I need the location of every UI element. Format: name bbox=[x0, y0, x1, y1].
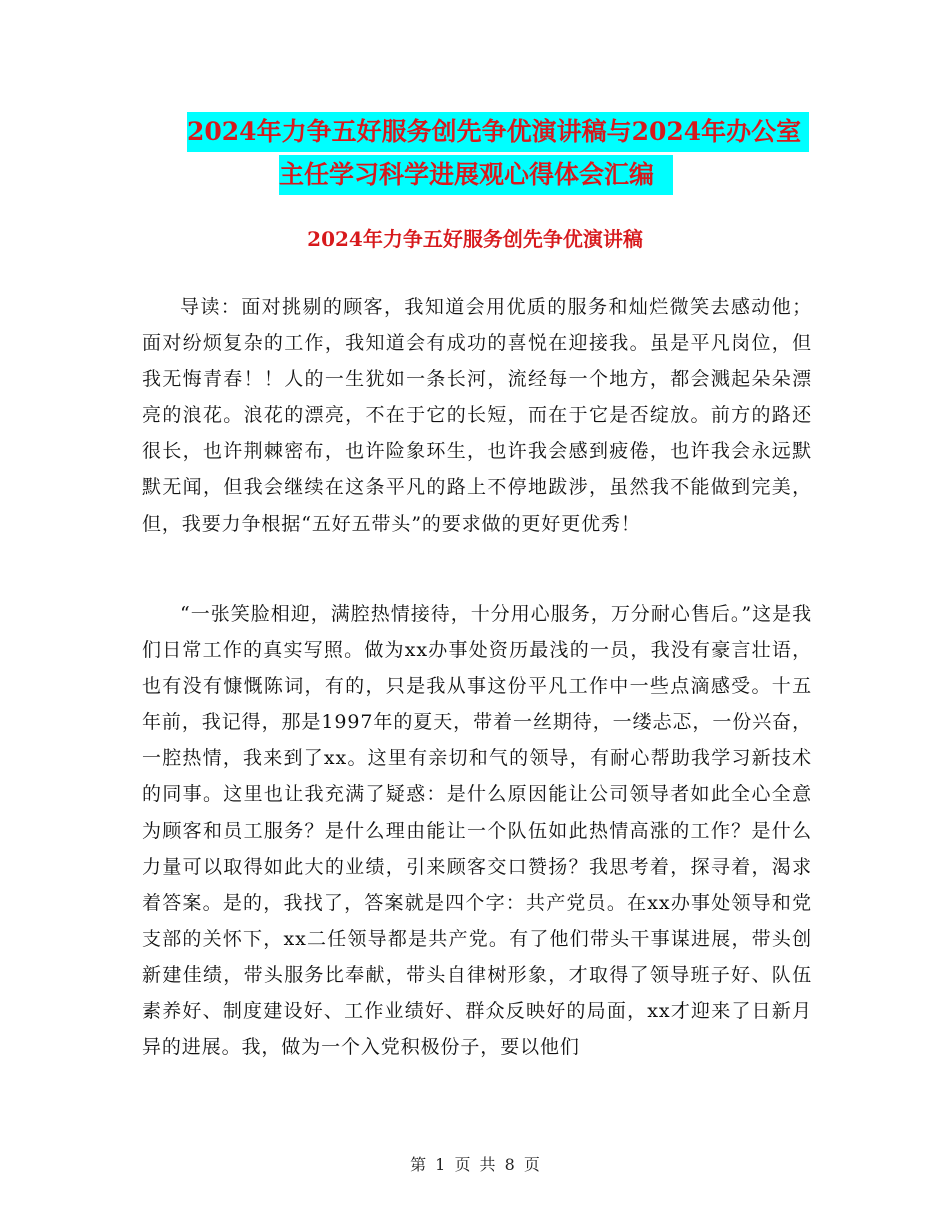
document-title-line-2: 主任学习科学进展观心得体会汇编 bbox=[279, 155, 673, 195]
page-footer: 第 1 页 共 8 页 bbox=[410, 1155, 540, 1174]
section-title: 2024年力争五好服务创先争优演讲稿 bbox=[307, 227, 643, 251]
paragraph-body: “一张笑脸相迎，满腔热情接待，十分用心服务，万分耐心售后。”这是我们日常工作的真实写照。做为xx办事处资历最浅的一员，我没有豪言壮语，也有没有慷慨陈词，有的，只是我从事这份平凡工作中一些点滴感受。十五年前，我记得，那是1997年的夏天，带着一丝期待，一缕忐忑，一份兴奋，一腔热情，我来到了xx。这里有亲切和气的领导，有耐心帮助我学习新技术的同事。这里也让我充满了疑惑：是什么原因能让公司领导者如此全心全意为顾客和员工服务？是什么理由能让一个队伍如此热情高涨的工作？是什么力量可以取得如此大的业绩，引来顾客交口赞扬？我思考着，探寻着，渴求着答案。是的，我找了，答案就是四个字：共产党员。在xx办事处领导和党支部的关怀下，xx二任领导都是共产党。有了他们带头干事谋进展，带头创新建佳绩，带头服务比奉献，带头自律树形象，才取得了领导班子好、队伍素养好、制度建设好、工作业绩好、群众反映好的局面，xx才迎来了日新月异的进展。我，做为一个入党积极份子，要以他们 bbox=[142, 603, 812, 1059]
paragraph-intro: 导读：面对挑剔的顾客，我知道会用优质的服务和灿烂微笑去感动他；面对纷烦复杂的工作，我知道会有成功的喜悦在迎接我。虽是平凡岗位，但我无悔青春！！人的一生犹如一条长河，流经每一个地方，都会溅起朵朵漂亮的浪花。浪花的漂亮，不在于它的长短，而在于它是否绽放。前方的路还很长，也许荆棘密布，也许险象环生，也许我会感到疲倦，也许我会永远默默无闻，但我会继续在这条平凡的路上不停地跋涉，虽然我不能做到完美，但，我要力争根据“五好五带头”的要求做的更好更优秀！ bbox=[142, 296, 812, 535]
document-title-line-1: 2024年力争五好服务创先争优演讲稿与2024年办公室 bbox=[187, 112, 809, 152]
